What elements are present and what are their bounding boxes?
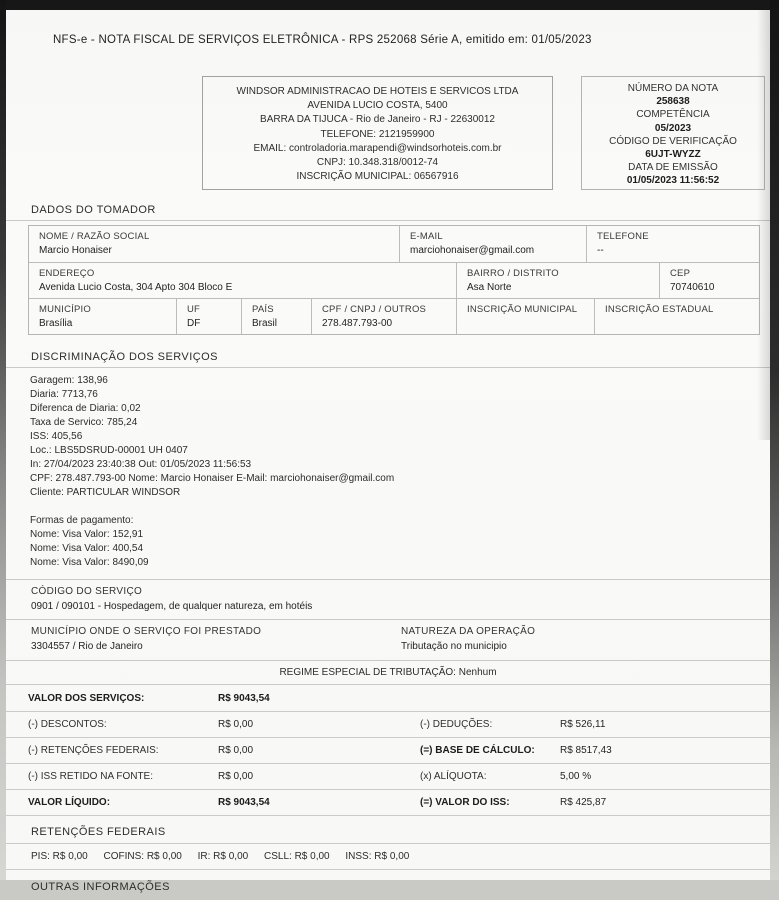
field-endereco: ENDEREÇO Avenida Lucio Costa, 304 Apto 304 Bloco E	[39, 268, 233, 293]
field-telefone: TELEFONE --	[586, 226, 759, 262]
section-title-outras: OUTRAS INFORMAÇÕES	[6, 881, 770, 900]
natureza-operacao-block	[401, 626, 770, 652]
scan-left-edge	[0, 0, 6, 880]
service-line: In: 27/04/2023 23:40:38 Out: 01/05/2023 11:56:53	[30, 459, 252, 470]
header-boxes	[202, 76, 770, 190]
municipio-prestado-label: MUNICÍPIO ONDE O SERVIÇO FOI PRESTADO	[31, 626, 262, 637]
scan-right-edge	[770, 0, 779, 880]
nota-verification-label: CÓDIGO DE VERIFICAÇÃO	[609, 135, 737, 147]
service-code-block	[6, 580, 770, 620]
provider-inscricao: INSCRIÇÃO MUNICIPAL: 06567916	[296, 171, 459, 183]
field-cep: CEP 70740610	[659, 263, 759, 298]
provider-address: AVENIDA LUCIO COSTA, 5400	[307, 100, 448, 112]
service-code-label: CÓDIGO DO SERVIÇO	[31, 586, 143, 597]
section-title-tomador: DADOS DO TOMADOR	[6, 204, 770, 221]
nota-number-label: NÚMERO DA NOTA	[627, 83, 719, 94]
value-row-retencoes: (-) RETENÇÕES FEDERAIS: R$ 0,00 (=) BASE DE CÁLCULO: R$ 8517,43	[6, 738, 770, 764]
field-email: E-MAIL marciohonaiser@gmail.com	[399, 226, 586, 262]
value-row-servicos: VALOR DOS SERVIÇOS: R$ 9043,54	[6, 686, 770, 712]
field-inscricao-municipal: INSCRIÇÃO MUNICIPAL	[456, 299, 594, 334]
field-inscricao-estadual: INSCRIÇÃO ESTADUAL	[594, 299, 759, 334]
service-line: Taxa de Servico: 785,24	[30, 417, 138, 428]
document-page	[6, 10, 770, 893]
natureza-operacao-label: NATUREZA DA OPERAÇÃO	[401, 626, 536, 637]
nota-info-box	[581, 76, 765, 190]
retencao-pis: PIS: R$ 0,00	[31, 851, 88, 862]
municipio-prestado-block	[31, 626, 401, 652]
field-pais: PAÍS Brasil	[241, 299, 311, 334]
provider-phone: TELEFONE: 2121959900	[320, 128, 435, 140]
municipio-prestado-value: 3304557 / Rio de Janeiro	[31, 641, 143, 652]
nota-number-value: 258638	[656, 96, 690, 108]
value-row-liquido: VALOR LÍQUIDO: R$ 9043,54 (=) VALOR DO ISS: R$ 425,87	[6, 790, 770, 816]
field-uf: UF DF	[176, 299, 241, 334]
field-bairro-distrito: BAIRRO / DISTRITO Asa Norte	[456, 263, 659, 298]
service-code-value: 0901 / 090101 - Hospedagem, de qualquer natureza, em hotéis	[31, 601, 313, 612]
field-cpf-cnpj: CPF / CNPJ / OUTROS 278.487.793-00	[311, 299, 456, 334]
document-title: NFS-e - NOTA FISCAL DE SERVIÇOS ELETRÔNICA - RPS 252068 Série A, emitido em: 01/05/2023	[53, 34, 592, 46]
service-line	[30, 500, 770, 514]
service-line: ISS: 405,56	[30, 431, 83, 442]
retencao-ir: IR: R$ 0,00	[197, 851, 249, 862]
provider-info-box	[202, 76, 553, 190]
provider-name: WINDSOR ADMINISTRACAO DE HOTEIS E SERVICOS LTDA	[236, 86, 519, 97]
tomador-table	[28, 225, 760, 335]
scan-top-edge	[0, 0, 779, 10]
service-line: Diferenca de Diaria: 0,02	[30, 403, 141, 414]
service-line: Nome: Visa Valor: 400,54	[30, 543, 144, 554]
service-description	[30, 374, 770, 570]
values-table	[6, 686, 770, 816]
service-line: Cliente: PARTICULAR WINDSOR	[30, 487, 181, 498]
service-line: Formas de pagamento:	[30, 515, 134, 526]
field-municipio: MUNICÍPIO Brasília	[39, 304, 91, 329]
retencoes-values	[6, 844, 770, 870]
nota-emission-label: DATA DE EMISSÃO	[628, 162, 718, 174]
value-row-iss-retido: (-) ISS RETIDO NA FONTE: R$ 0,00 (x) ALÍQUOTA: 5,00 %	[6, 764, 770, 790]
natureza-operacao-value: Tributação no municipio	[401, 641, 507, 652]
service-line: Diaria: 7713,76	[30, 389, 98, 400]
service-line: Loc.: LBS5DSRUD-00001 UH 0407	[30, 445, 188, 456]
tomador-row-1	[29, 226, 759, 262]
provider-city: BARRA DA TIJUCA - Rio de Janeiro - RJ - 22630012	[260, 114, 495, 126]
regime-tributacao: REGIME ESPECIAL DE TRIBUTAÇÃO: Nenhum	[6, 661, 770, 685]
section-title-retencoes: RETENÇÕES FEDERAIS	[6, 826, 770, 844]
service-line: CPF: 278.487.793-00 Nome: Marcio Honaiser E-Mail: marciohonaiser@gmail.com	[30, 473, 395, 484]
nota-verification-value: 6UJT-WYZZ	[645, 149, 701, 161]
section-title-discriminacao: DISCRIMINAÇÃO DOS SERVIÇOS	[6, 351, 770, 368]
value-row-descontos: (-) DESCONTOS: R$ 0,00 (-) DEDUÇÕES: R$ 526,11	[6, 712, 770, 738]
field-nome-razao-social: NOME / RAZÃO SOCIAL Marcio Honaiser	[39, 231, 150, 256]
service-line: Nome: Visa Valor: 8490,09	[30, 557, 149, 568]
tomador-row-3	[29, 298, 759, 334]
provider-email: EMAIL: controladoria.marapendi@windsorhoteis.com.br	[253, 142, 502, 154]
nota-emission-value: 01/05/2023 11:56:52	[626, 175, 720, 187]
service-line: Garagem: 138,96	[30, 375, 108, 386]
retencao-csll: CSLL: R$ 0,00	[264, 851, 330, 862]
retencao-cofins: COFINS: R$ 0,00	[103, 851, 182, 862]
service-line: Nome: Visa Valor: 152,91	[30, 529, 144, 540]
tomador-row-2	[29, 262, 759, 298]
municipio-natureza-row	[6, 620, 770, 661]
retencao-inss: INSS: R$ 0,00	[345, 851, 410, 862]
nota-competencia-label: COMPETÊNCIA	[636, 109, 710, 121]
nota-competencia-value: 05/2023	[654, 122, 692, 134]
provider-cnpj: CNPJ: 10.348.318/0012-74	[316, 157, 439, 169]
